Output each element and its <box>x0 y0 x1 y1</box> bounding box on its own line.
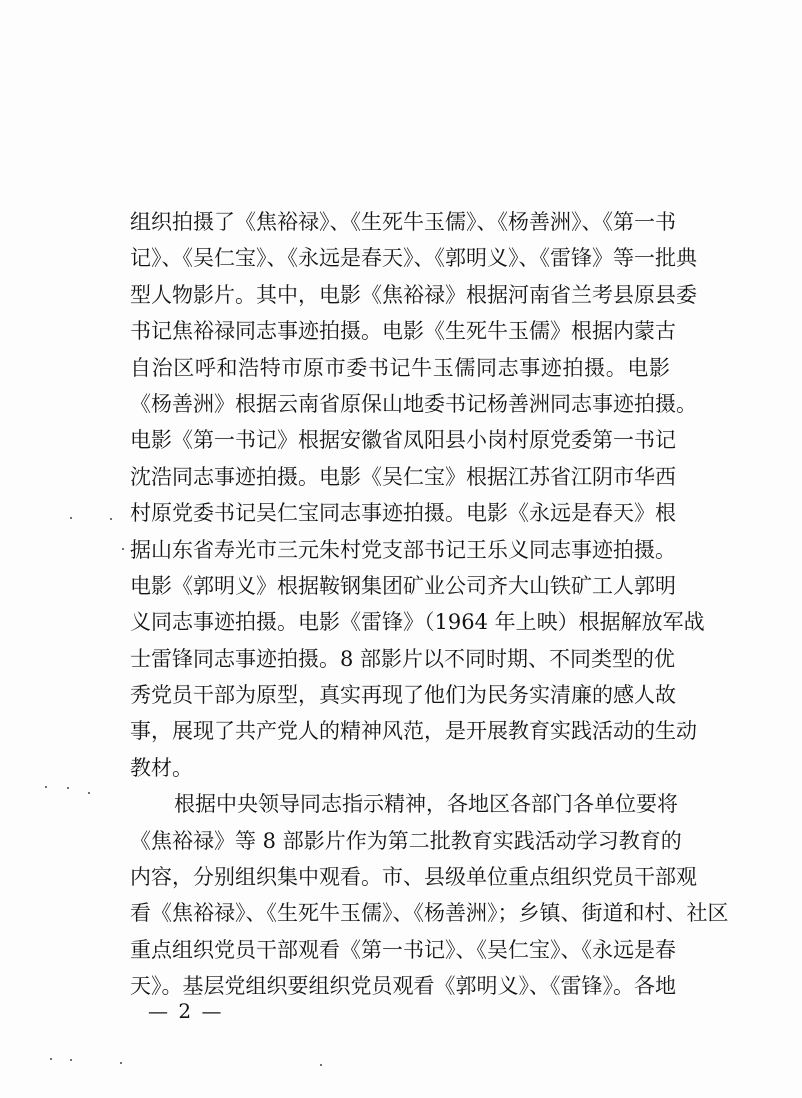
scan-speck <box>67 787 69 789</box>
scan-speck <box>320 1064 322 1066</box>
text-line: 《杨善洲》根据云南省原保山地委书记杨善洲同志事迹拍摄。 <box>130 391 697 416</box>
text-line: 看《焦裕禄》、《生死牛玉儒》、《杨善洲》；乡镇、街道和村、社区 <box>130 901 729 926</box>
text-line: 沈浩同志事迹拍摄。电影《吴仁宝》根据江苏省江阴市华西 <box>130 464 676 489</box>
text-line: 士雷锋同志事迹拍摄。8 部影片以不同时期、不同类型的优 <box>130 646 676 671</box>
scan-speck <box>50 1058 52 1060</box>
text-line: 事，展现了共产党人的精神风范，是开展教育实践活动的生动 <box>130 719 697 744</box>
text-line: 根据中央领导同志指示精神，各地区各部门各单位要将 <box>174 792 678 817</box>
scan-speck <box>88 792 90 794</box>
scan-speck <box>120 1062 122 1064</box>
text-line: 据山东省寿光市三元朱村党支部书记王乐义同志事迹拍摄。 <box>130 537 676 562</box>
text-line: 教材。 <box>130 755 193 780</box>
body-text <box>130 204 729 1005</box>
text-line: 《焦裕禄》等 8 部影片作为第二批教育实践活动学习教育的 <box>130 828 682 853</box>
scan-speck <box>110 518 112 520</box>
text-line: 义同志事迹拍摄。电影《雷锋》（1964 年上映）根据解放军战 <box>130 610 705 635</box>
scan-speck <box>45 786 47 788</box>
text-line: 电影《郭明义》根据鞍钢集团矿业公司齐大山铁矿工人郭明 <box>130 573 676 598</box>
scan-speck <box>70 517 72 519</box>
text-line: 记》、《吴仁宝》、《永远是春天》、《郭明义》、《雷锋》等一批典 <box>130 246 697 271</box>
scan-speck <box>122 548 124 550</box>
page-number: — 2 — <box>148 999 224 1023</box>
text-line: 村原党委书记吴仁宝同志事迹拍摄。电影《永远是春天》根 <box>130 501 676 526</box>
text-line: 型人物影片。其中，电影《焦裕禄》根据河南省兰考县原县委 <box>130 282 697 307</box>
text-line: 电影《第一书记》根据安徽省凤阳县小岗村原党委第一书记 <box>130 428 676 453</box>
text-line: 自治区呼和浩特市原市委书记牛玉儒同志事迹拍摄。电影 <box>130 355 670 380</box>
text-line: 书记焦裕禄同志事迹拍摄。电影《生死牛玉儒》根据内蒙古 <box>130 319 676 344</box>
text-line: 天》。基层党组织要组织党员观看《郭明义》、《雷锋》。各地 <box>130 974 676 999</box>
text-line: 内容，分别组织集中观看。市、县级单位重点组织党员干部观 <box>130 865 697 890</box>
text-line: 秀党员干部为原型，真实再现了他们为民务实清廉的感人故 <box>130 683 676 708</box>
scan-speck <box>70 1059 72 1061</box>
text-line: 组织拍摄了《焦裕禄》、《生死牛玉儒》、《杨善洲》、《第一书 <box>130 210 676 234</box>
text-line: 重点组织党员干部观看《第一书记》、《吴仁宝》、《永远是春 <box>130 937 676 962</box>
